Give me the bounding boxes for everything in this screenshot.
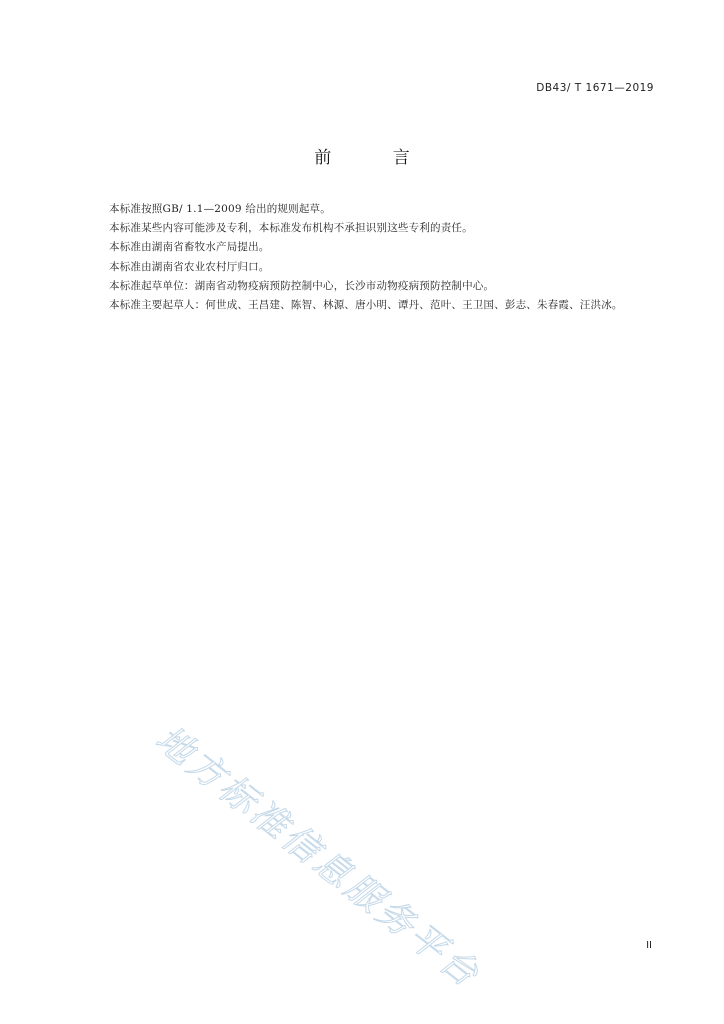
foreword-body [87, 200, 657, 315]
page-number: II [646, 940, 652, 951]
paragraph-drafters: 本标准主要起草人：何世成、王昌建、陈智、林源、唐小明、谭丹、范叶、王卫国、彭志、朱春霞、汪洪冰。 [109, 299, 623, 312]
paragraph-proposer: 本标准由湖南省畜牧水产局提出。 [109, 241, 270, 254]
standard-code: DB43/ T 1671—2019 [536, 82, 654, 94]
page-title: 前 言 [314, 148, 438, 168]
paragraph-drafting-units: 本标准起草单位：湖南省动物疫病预防控制中心，长沙市动物疫病预防控制中心。 [109, 279, 495, 292]
paragraph-patent-notice: 本标准某些内容可能涉及专利，本标准发布机构不承担识别这些专利的责任。 [109, 222, 473, 235]
paragraph-administrator: 本标准由湖南省农业农村厅归口。 [109, 260, 270, 273]
watermark: 地方标准信息服务平台 [147, 718, 489, 997]
paragraph-drafting-rules: 本标准按照GB/ 1.1—2009 给出的规则起草。 [109, 203, 331, 215]
